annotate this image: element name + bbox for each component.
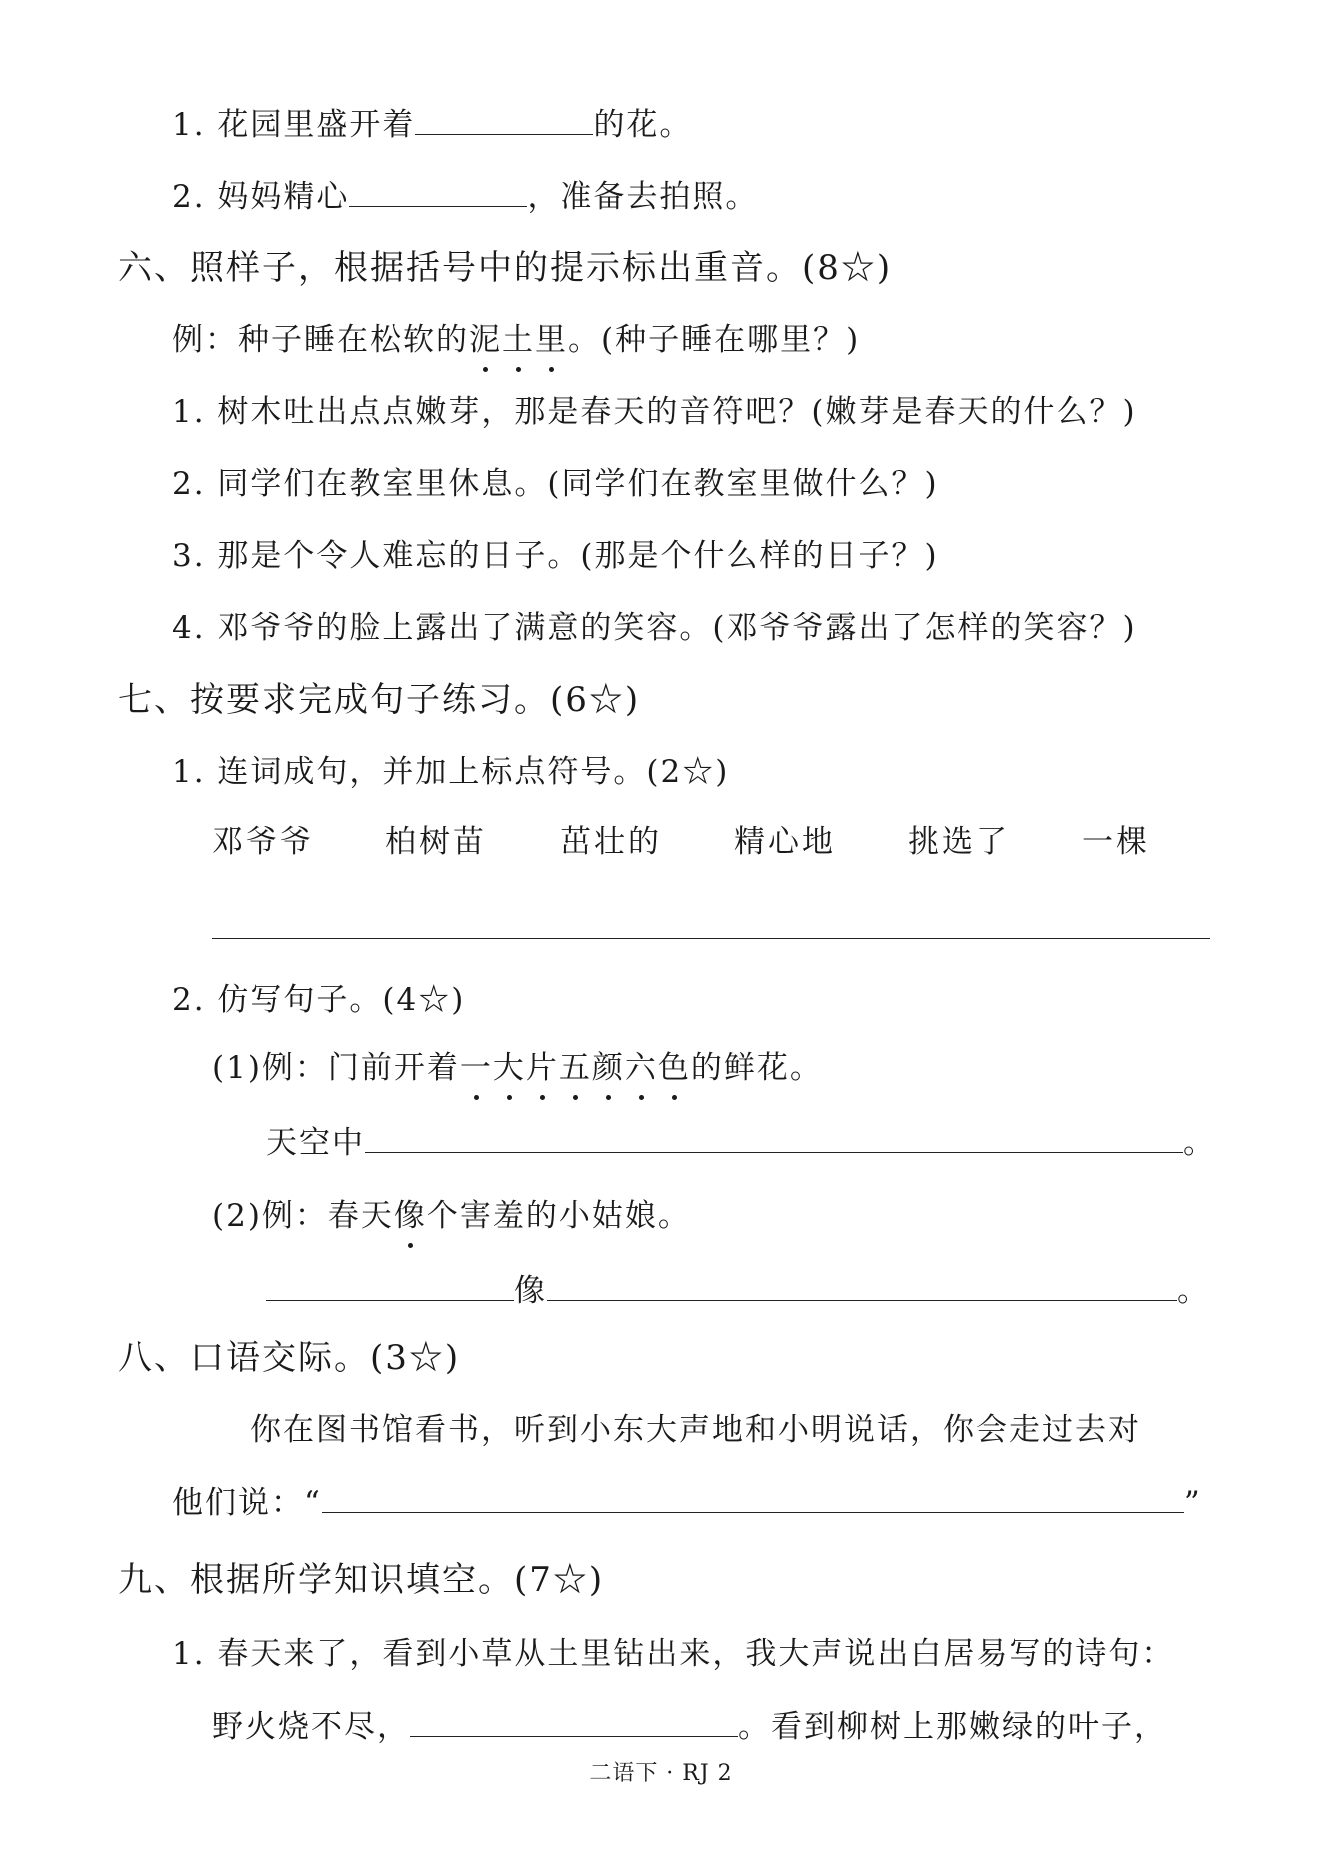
stress-dot-char: 里 — [535, 322, 568, 358]
q9-item-1-line-2 — [212, 1706, 1167, 1747]
q7-sub2-example-1 — [212, 1048, 823, 1088]
q6-example — [172, 320, 860, 360]
q5-item-2-blank[interactable] — [349, 176, 527, 207]
q8-text-1: 你在图书馆看书，听到小东大声地和小明说话，你会走过去对 — [250, 1412, 1141, 1448]
q5-item-1-after: 的花。 — [593, 107, 693, 143]
q8-text-2-end: ” — [1183, 1485, 1202, 1521]
q8-title: 八、口语交际。(3☆) — [118, 1338, 461, 1378]
sentence-answer-line[interactable] — [212, 938, 1210, 939]
word-item: 一棵 — [1082, 824, 1150, 860]
q6-item-3: 3. 那是个令人难忘的日子。(那是个什么样的日子？) — [172, 538, 939, 574]
q7-sub2-title: 2. 仿写句子。(4☆) — [172, 982, 466, 1018]
stress-dot-char: 土 — [502, 322, 535, 358]
stress-dot-char: 像 — [393, 1198, 427, 1234]
example-1-prefix: (1)例：门前开着 — [212, 1050, 460, 1086]
q6-title: 六、照样子，根据括号中的提示标出重音。(8☆) — [118, 248, 893, 288]
answer-1-blank[interactable] — [365, 1122, 1183, 1153]
q8-text-2 — [172, 1482, 1202, 1523]
q9-item-1-line-1: 1. 春天来了，看到小草从土里钻出来，我大声说出白居易写的诗句： — [172, 1636, 1175, 1672]
answer-1-end: 。 — [1183, 1125, 1216, 1161]
q7-sub2-answer-2 — [266, 1270, 1210, 1311]
word-item: 柏树苗 — [385, 824, 487, 860]
stress-dot-char: 颜 — [591, 1050, 625, 1086]
q6-item-2: 2. 同学们在教室里休息。(同学们在教室里做什么？) — [172, 466, 939, 502]
answer-2-blank-a[interactable] — [266, 1270, 514, 1301]
q5-item-1-blank[interactable] — [415, 104, 593, 135]
stress-dot-char: 六 — [624, 1050, 658, 1086]
stress-dot-char: 泥 — [469, 322, 502, 358]
q7-sub2-example-2 — [212, 1196, 691, 1236]
stress-dot-char: 五 — [558, 1050, 592, 1086]
q9-line-2-end: 。看到柳树上那嫩绿的叶子， — [738, 1709, 1167, 1745]
q6-example-suffix: 。(种子睡在哪里？) — [568, 322, 861, 358]
q5-item-2-text: 2. 妈妈精心 — [172, 179, 350, 215]
answer-1-start: 天空中 — [266, 1125, 365, 1161]
answer-2-end: 。 — [1177, 1273, 1210, 1309]
q6-item-4: 4. 邓爷爷的脸上露出了满意的笑容。(邓爷爷露出了怎样的笑容？) — [172, 610, 1137, 646]
answer-2-middle: 像 — [514, 1273, 547, 1309]
stress-dot-char: 片 — [525, 1050, 559, 1086]
q5-item-2-after: ，准备去拍照。 — [527, 179, 759, 215]
word-item: 茁壮的 — [560, 824, 662, 860]
stress-dot-char: 色 — [657, 1050, 691, 1086]
example-1-suffix: 的鲜花。 — [690, 1050, 823, 1086]
q6-example-prefix: 例：种子睡在松软的 — [172, 322, 469, 358]
q9-poem-blank[interactable] — [410, 1706, 738, 1737]
q7-sub1-title: 1. 连词成句，并加上标点符号。(2☆) — [172, 754, 730, 790]
q9-line-2-start: 野火烧不尽， — [212, 1709, 410, 1745]
q8-answer-blank[interactable] — [322, 1482, 1184, 1513]
q5-item-2 — [172, 176, 758, 217]
stress-dot-char: 一 — [459, 1050, 493, 1086]
stress-dot-char: 大 — [492, 1050, 526, 1086]
word-item: 邓爷爷 — [212, 824, 314, 860]
q7-sub2-answer-1 — [266, 1122, 1216, 1163]
q5-item-1-text: 1. 花园里盛开着 — [172, 107, 416, 143]
word-item: 挑选了 — [908, 824, 1010, 860]
example-2-suffix: 个害羞的小姑娘。 — [426, 1198, 691, 1234]
example-2-prefix: (2)例：春天 — [212, 1198, 394, 1234]
q7-title: 七、按要求完成句子练习。(6☆) — [118, 680, 641, 720]
q9-title: 九、根据所学知识填空。(7☆) — [118, 1560, 605, 1600]
answer-2-blank-b[interactable] — [547, 1270, 1177, 1301]
q5-item-1 — [172, 104, 692, 145]
q8-text-2-start: 他们说：“ — [172, 1485, 322, 1521]
page-footer: 二语下 · RJ 2 — [589, 1761, 733, 1786]
q6-item-1: 1. 树木吐出点点嫩芽，那是春天的音符吧？(嫩芽是春天的什么？) — [172, 394, 1137, 430]
word-item: 精心地 — [734, 824, 836, 860]
